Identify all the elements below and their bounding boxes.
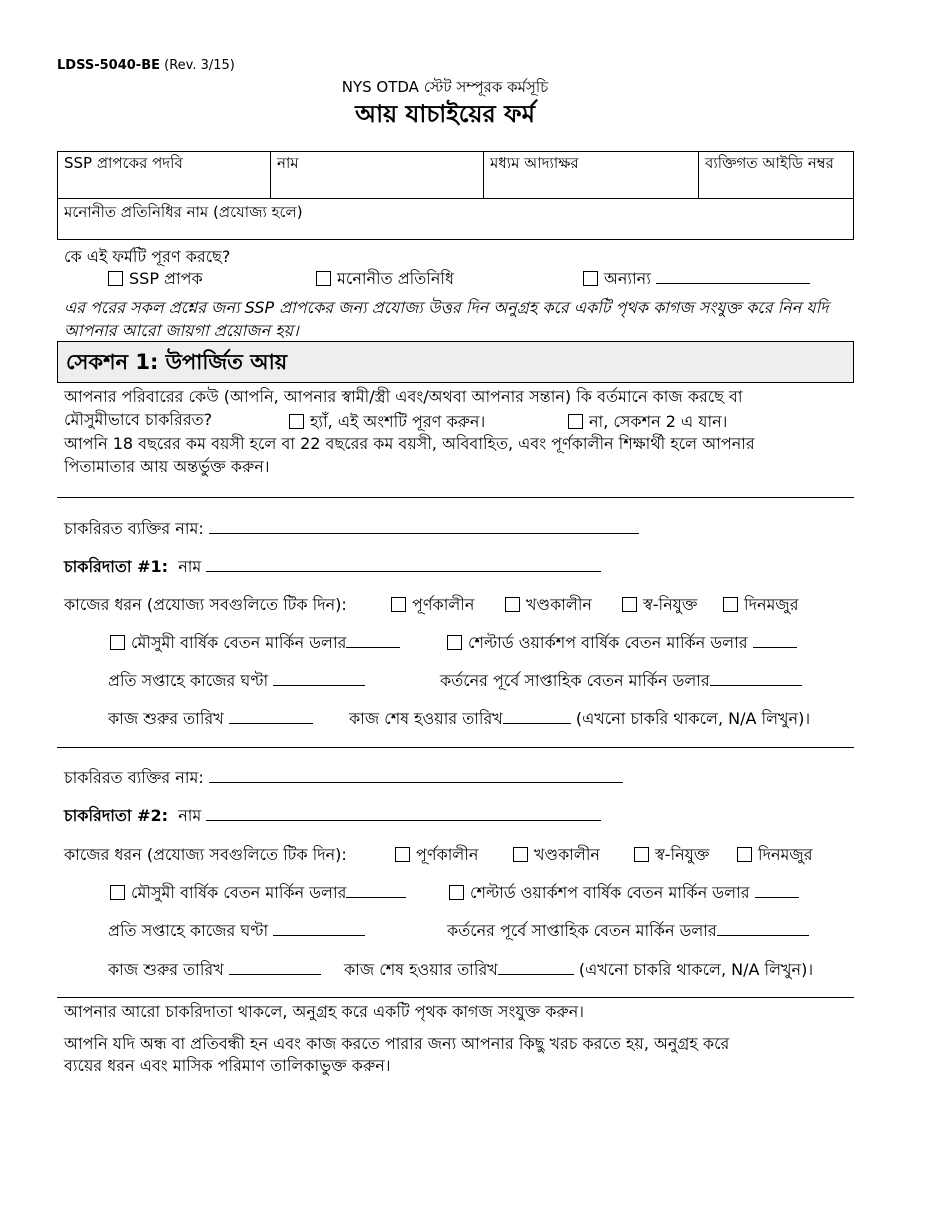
sheltered-pay-2[interactable]: শেল্টার্ড ওয়ার্কশপ বার্ষিক বেতন মার্কিন ডলার	[449, 880, 799, 907]
checkbox[interactable]	[583, 271, 598, 286]
checkbox[interactable]	[110, 885, 125, 900]
section-1-heading: সেকশন 1: উপার্জিত আয়	[57, 341, 854, 383]
divider	[57, 497, 854, 498]
work-type-daylabor-2[interactable]: দিনমজুর	[737, 842, 813, 869]
start-date-2[interactable]: কাজ শুরুর তারিখ	[108, 957, 321, 984]
seasonal-pay-2[interactable]: মৌসুমী বার্ষিক বেতন মার্কিন ডলার	[110, 880, 406, 907]
weekly-pay-2[interactable]: কর্তনের পূর্বে সাপ্তাহিক বেতন মার্কিন ডলার	[447, 918, 809, 945]
form-code: LDSS-5040-BE (Rev. 3/15)	[57, 58, 235, 73]
divider	[57, 747, 854, 748]
work-type-selfemployed-1[interactable]: স্ব-নিযুক্ত	[622, 592, 697, 619]
filler-option-other[interactable]: অন্যান্য	[583, 266, 810, 293]
personal-id-field[interactable]: ব্যক্তিগত আইডি নম্বর	[705, 154, 834, 172]
name-field[interactable]: নাম	[271, 152, 484, 198]
filler-question: কে এই ফর্মটি পূরণ করছে?	[64, 247, 231, 266]
checkbox[interactable]	[723, 597, 738, 612]
checkbox[interactable]	[447, 635, 462, 650]
seasonal-pay-1[interactable]: মৌসুমী বার্ষিক বেতন মার্কিন ডলার	[110, 630, 400, 657]
work-type-fulltime-2[interactable]: পূর্ণকালীন	[395, 842, 478, 869]
filler-option-representative[interactable]: মনোনীত প্রতিনিধি	[316, 266, 454, 293]
form-title: আয় যাচাইয়ের ফর্ম	[355, 100, 535, 128]
checkbox[interactable]	[391, 597, 406, 612]
work-type-label-1: কাজের ধরন (প্রযোজ্য সবগুলিতে টিক দিন):	[64, 595, 347, 614]
more-employers-note: আপনার আরো চাকরিদাতা থাকলে, অনুগ্রহ করে একটি পৃথক কাগজ সংযুক্ত করুন।	[64, 1002, 584, 1021]
work-type-label-2: কাজের ধরন (প্রযোজ্য সবগুলিতে টিক দিন):	[64, 845, 347, 864]
checkbox[interactable]	[449, 885, 464, 900]
recipient-title-field[interactable]: SSP প্রাপকের পদবি	[58, 152, 271, 198]
checkbox[interactable]	[505, 597, 520, 612]
checkbox[interactable]	[289, 414, 304, 429]
work-type-daylabor-1[interactable]: দিনমজুর	[723, 592, 799, 619]
checkbox[interactable]	[395, 847, 410, 862]
work-question-line1: আপনার পরিবারের কেউ (আপনি, আপনার স্বামী/স্ত্রী এবং/অথবা আপনার সন্তান) কি বর্তমানে কাজ করছে বা	[64, 387, 743, 406]
checkbox[interactable]	[737, 847, 752, 862]
employed-person-name-1[interactable]: চাকরিরত ব্যক্তির নাম:	[64, 516, 639, 543]
checkbox[interactable]	[634, 847, 649, 862]
blind-note-line2: ব্যয়ের ধরন এবং মাসিক পরিমাণ তালিকাভুক্ত করুন।	[64, 1056, 391, 1075]
other-input-line[interactable]	[656, 268, 810, 284]
work-type-fulltime-1[interactable]: পূর্ণকালীন	[391, 592, 474, 619]
instruction-text: এর পরের সকল প্রশ্নের জন্য SSP প্রাপকের জন্য প্রযোজ্য উত্তর দিন অনুগ্রহ করে একটি পৃথক কাগজ সংযুক্ত করে নিন যদি আপনার আরো জায়গা প্রয়োজন হয়।	[64, 298, 829, 340]
checkbox[interactable]	[622, 597, 637, 612]
parent-note-line1: আপনি 18 বছরের কম বয়সী হলে বা 22 বছরের কম বয়সী, অবিবাহিত, এবং পূর্ণকালীন শিক্ষার্থী হলে আপনার	[64, 434, 755, 453]
middle-initial-field[interactable]: মধ্যম আদ্যাক্ষর	[484, 152, 699, 198]
checkbox[interactable]	[110, 635, 125, 650]
weekly-pay-1[interactable]: কর্তনের পূর্বে সাপ্তাহিক বেতন মার্কিন ডলার	[440, 668, 802, 695]
work-type-parttime-2[interactable]: খণ্ডকালীন	[513, 842, 600, 869]
recipient-info-table	[57, 151, 854, 240]
parent-note-line2: পিতামাতার আয় অন্তর্ভুক্ত করুন।	[64, 457, 270, 476]
checkbox[interactable]	[108, 271, 123, 286]
weekly-hours-2[interactable]: প্রতি সপ্তাহে কাজের ঘণ্টা	[108, 918, 365, 945]
checkbox[interactable]	[568, 414, 583, 429]
representative-name-field[interactable]: মনোনীত প্রতিনিধির নাম (প্রযোজ্য হলে)	[64, 203, 303, 221]
checkbox[interactable]	[513, 847, 528, 862]
employed-person-name-2[interactable]: চাকরিরত ব্যক্তির নাম:	[64, 765, 623, 792]
end-date-1[interactable]: কাজ শেষ হওয়ার তারিখ (এখনো চাকরি থাকলে, N/A লিখুন)।	[349, 709, 811, 728]
sheltered-pay-1[interactable]: শেল্টার্ড ওয়ার্কশপ বার্ষিক বেতন মার্কিন ডলার	[447, 630, 797, 657]
work-type-parttime-1[interactable]: খণ্ডকালীন	[505, 592, 592, 619]
employer-1-name[interactable]: চাকরিদাতা #1: নাম	[64, 554, 601, 581]
blind-note-line1: আপনি যদি অন্ধ বা প্রতিবন্ধী হন এবং কাজ করতে পারার জন্য আপনার কিছু খরচ করতে হয়, অনুগ্রহ করে	[64, 1034, 730, 1053]
work-question-line2: মৌসুমীভাবে চাকরিরত?	[64, 410, 213, 429]
yes-option[interactable]: হ্যাঁ, এই অংশটি পূরণ করুন।	[289, 409, 485, 436]
checkbox[interactable]	[316, 271, 331, 286]
work-type-selfemployed-2[interactable]: স্ব-নিযুক্ত	[634, 842, 709, 869]
filler-option-recipient[interactable]: SSP প্রাপক	[108, 266, 203, 293]
no-option[interactable]: না, সেকশন 2 এ যান।	[568, 409, 727, 436]
program-name: NYS OTDA স্টেট সম্পূরক কর্মসূচি	[341, 78, 549, 96]
start-date-1[interactable]: কাজ শুরুর তারিখ	[108, 706, 313, 733]
divider	[57, 997, 854, 998]
employer-2-name[interactable]: চাকরিদাতা #2: নাম	[64, 803, 601, 830]
end-date-2[interactable]: কাজ শেষ হওয়ার তারিখ (এখনো চাকরি থাকলে, N/A লিখুন)।	[344, 960, 814, 979]
weekly-hours-1[interactable]: প্রতি সপ্তাহে কাজের ঘণ্টা	[108, 668, 365, 695]
